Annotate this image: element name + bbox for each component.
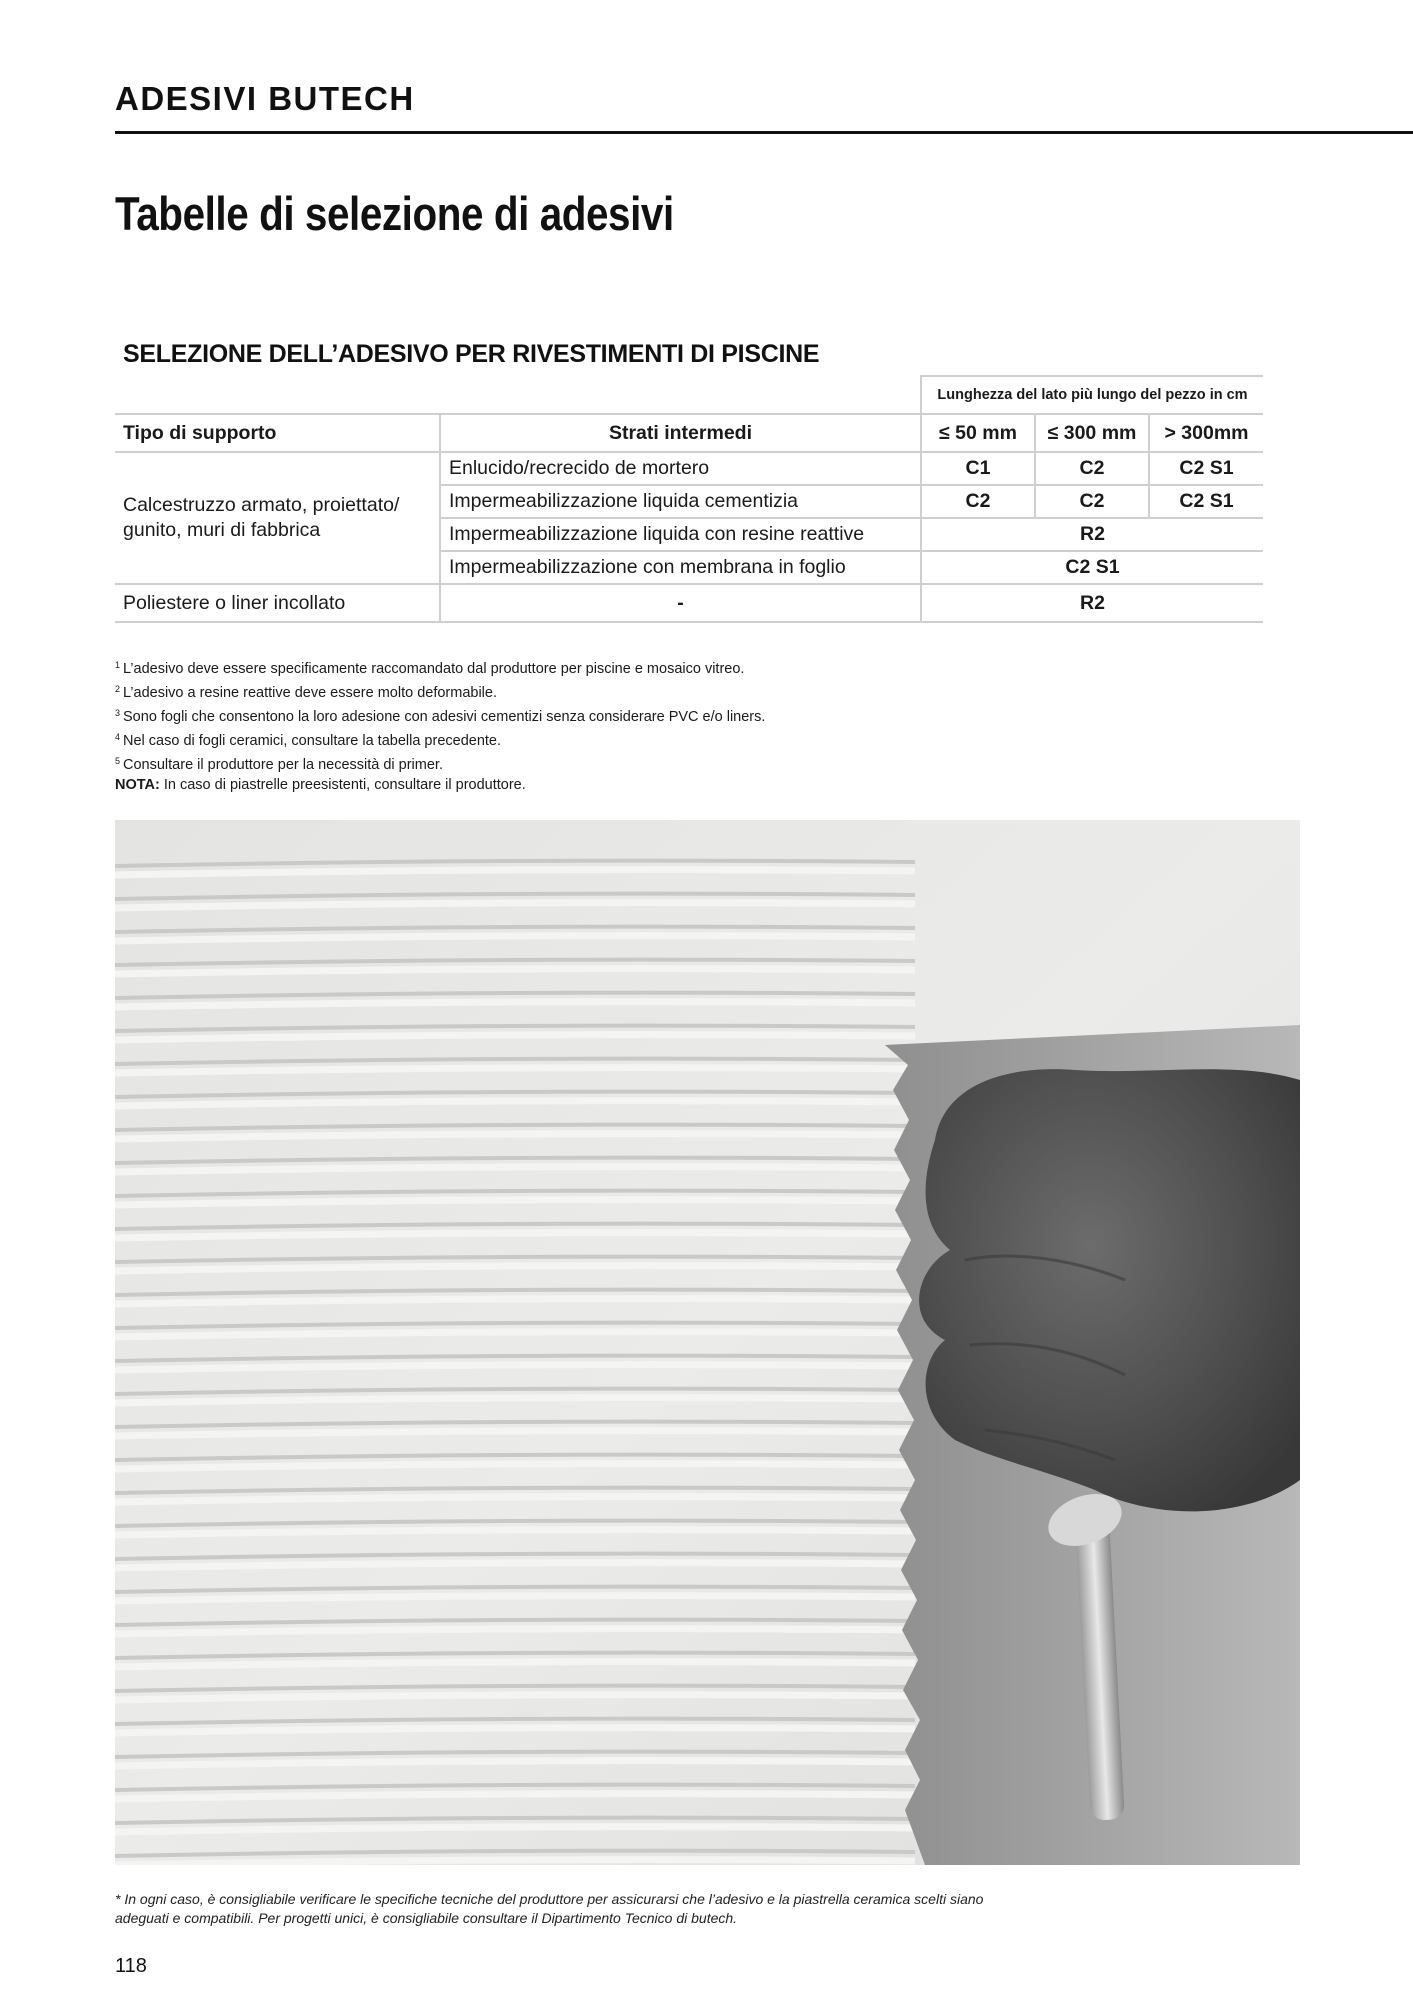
- support-cell-liner: Poliestere o liner incollato: [115, 584, 440, 622]
- note-text: In caso di piastrelle preesistenti, consultare il produttore.: [163, 777, 526, 793]
- col-header-gt300: > 300mm: [1149, 414, 1263, 452]
- value-cell: C2: [1035, 485, 1149, 518]
- table-row: [115, 584, 1263, 622]
- empty-cell: [440, 376, 921, 414]
- glove: [919, 1069, 1300, 1511]
- page-title: Tabelle di selezione di adesivi: [115, 187, 674, 240]
- value-cell: C2 S1: [1149, 485, 1263, 518]
- footnote: [115, 679, 765, 703]
- layer-cell: Impermeabilizzazione liquida cementizia: [440, 485, 921, 518]
- value-cell: C2: [921, 485, 1035, 518]
- col-header-layers: Strati intermedi: [440, 414, 921, 452]
- footnote: [115, 703, 765, 727]
- adhesive-selection-table: [115, 375, 1263, 623]
- footnote-text: Consultare il produttore per la necessità di primer.: [123, 757, 443, 773]
- footnote: [115, 751, 765, 775]
- footnote-text: Sono fogli che consentono la loro adesione con adesivi cementizi senza considerare PVC e/o liners.: [123, 709, 766, 725]
- col-header-le50: ≤ 50 mm: [921, 414, 1035, 452]
- layer-cell: Enlucido/recrecido de mortero: [440, 452, 921, 485]
- value-cell: C2 S1: [1149, 452, 1263, 485]
- note: [115, 775, 765, 795]
- layer-cell: Impermeabilizzazione liquida con resine reattive: [440, 518, 921, 551]
- value-cell-merged: C2 S1: [921, 551, 1263, 584]
- footnote-mark: 1: [115, 660, 121, 670]
- footnote: [115, 655, 765, 679]
- footnote-text: L’adesivo deve essere specificamente raccomandato dal produttore per piscine e mosaico vitreo.: [123, 661, 745, 677]
- value-cell-merged: R2: [921, 584, 1263, 622]
- value-cell: C1: [921, 452, 1035, 485]
- col-header-le300: ≤ 300 mm: [1035, 414, 1149, 452]
- header-rule: [115, 131, 1413, 134]
- page-number: 118: [115, 1955, 147, 1977]
- value-cell: C2: [1035, 452, 1149, 485]
- col-header-support: Tipo di supporto: [115, 414, 440, 452]
- footnote-mark: 4: [115, 732, 121, 742]
- layer-cell: -: [440, 584, 921, 622]
- note-label: NOTA:: [115, 777, 160, 793]
- trowel-photo: [115, 820, 1300, 1865]
- support-cell-concrete: Calcestruzzo armato, proiettato/ gunito, muri di fabbrica: [115, 452, 440, 584]
- table-title: SELEZIONE DELL’ADESIVO PER RIVESTIMENTI DI PISCINE: [123, 340, 820, 368]
- footnote: [115, 727, 765, 751]
- section-header: ADESIVI BUTECH: [115, 80, 415, 117]
- footnote-text: L’adesivo a resine reattive deve essere molto deformabile.: [123, 685, 497, 701]
- table-subheader-row: [115, 376, 1263, 414]
- layer-cell: Impermeabilizzazione con membrana in foglio: [440, 551, 921, 584]
- footnote-mark: 3: [115, 708, 121, 718]
- footnotes: [115, 655, 765, 795]
- value-cell-merged: R2: [921, 518, 1263, 551]
- footnote-text: Nel caso di fogli ceramici, consultare la tabella precedente.: [123, 733, 502, 749]
- length-header: Lunghezza del lato più lungo del pezzo in cm: [921, 376, 1263, 414]
- footnote-mark: 5: [115, 756, 121, 766]
- table-header-row: [115, 414, 1263, 452]
- disclaimer: * In ogni caso, è consigliabile verificare le specifiche tecniche del produttore per assicurarsi che l’adesivo e la piastrella ceramica scelti siano adeguati e compatibili. Per progetti unici, è consigliabile consultare il Dipartimento Tecnico di butech.: [115, 1891, 984, 1926]
- footnote-mark: 2: [115, 684, 121, 694]
- empty-cell: [115, 376, 440, 414]
- table-row: [115, 452, 1263, 485]
